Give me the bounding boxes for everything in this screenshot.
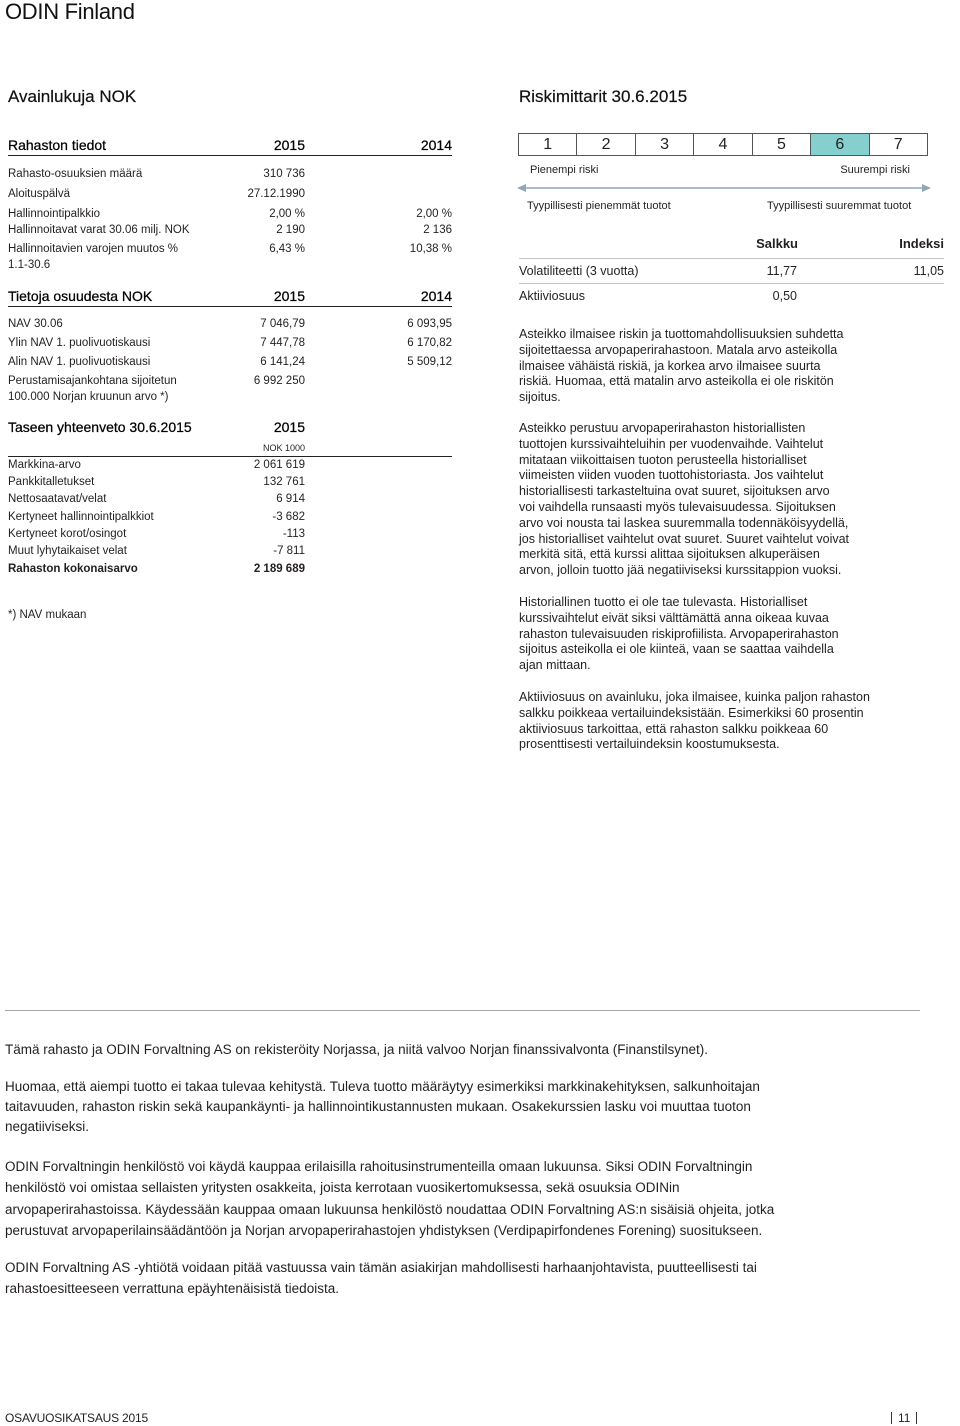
paragraph-line: arvo voi nousta tai laskea suuremmalla todennäköisyydellä, bbox=[519, 515, 849, 530]
value-2015: 6 141,24 bbox=[260, 356, 305, 368]
value-2015: 6 992 250 bbox=[253, 375, 305, 387]
paragraph-line: Asteikko perustuu arvopaperirahaston historiallisten bbox=[519, 421, 806, 435]
higher-return-label: Tyypillisesti suuremmat tuotot bbox=[767, 200, 912, 212]
header-rule bbox=[8, 155, 452, 156]
table-row bbox=[8, 526, 452, 542]
table-row bbox=[8, 543, 452, 559]
row-label: Kertyneet korot/osingot bbox=[8, 528, 127, 540]
disclaimer-line: taitavuuden, rahaston riskin sekä kaupankäynti- ja hallinnointikustannusten mukaan. Osakekurssien lasku voi muuttaa tuoton bbox=[5, 1099, 751, 1114]
value-2015: -3 682 bbox=[272, 511, 305, 523]
row-label: Hallinnoitavien varojen muutos % bbox=[8, 243, 179, 255]
paragraph-line: prosenttisesti vertailuindeksin koostumuksesta. bbox=[519, 737, 780, 752]
column-header-2015: 2015 bbox=[273, 419, 305, 435]
table-rule bbox=[519, 258, 944, 259]
paragraph-line: Asteikko ilmaisee riskin ja tuottomahdollisuuksien suhdetta bbox=[519, 327, 844, 341]
value-2015: -113 bbox=[282, 528, 305, 540]
row-label: Nettosaatavat/velat bbox=[8, 493, 107, 505]
higher-risk-label: Suurempi riski bbox=[840, 164, 910, 176]
table-row bbox=[8, 166, 452, 182]
balance-unit-label: NOK 1000 bbox=[262, 443, 305, 453]
risk-level-5: 5 bbox=[752, 134, 810, 155]
value-2015: 7 447,78 bbox=[260, 337, 305, 349]
column-header-2014: 2014 bbox=[420, 137, 452, 153]
fund-info-header bbox=[8, 136, 452, 154]
table-row bbox=[8, 509, 452, 525]
row-label: Aloituspälvä bbox=[8, 188, 71, 200]
value-2014: 5 509,12 bbox=[407, 356, 452, 368]
paragraph-line: jos historialliset vaihtelut ovat suuret. Suuret vaihtelut voivat bbox=[519, 531, 850, 546]
table-row bbox=[8, 354, 452, 370]
disclaimer-line: rahastoesitteeseen verrattuna epäyhtenäisistä tiedoista. bbox=[5, 1281, 339, 1296]
risk-paragraph bbox=[519, 595, 839, 674]
disclaimer-paragraph bbox=[5, 1257, 757, 1299]
paragraph-line: historiallisesti tarkasteltuina ovat suuret, sijoituksen arvo bbox=[519, 484, 830, 499]
disclaimer-line: ODIN Forvaltning AS -yhtiötä voidaan pitää vastuussa vain tämän asiakirjan mahdollisesti harhaanjohtavista, puutteellisesti tai bbox=[5, 1260, 757, 1275]
row-label: Hallinnointipalkkio bbox=[8, 208, 101, 220]
table-row bbox=[8, 186, 452, 202]
paragraph-line: Aktiiviosuus on avainluku, joka ilmaisee, kuinka paljon rahaston bbox=[519, 690, 870, 704]
page-number: 11 bbox=[898, 1411, 911, 1425]
row-label-line2: 100.000 Norjan kruunun arvo *) bbox=[8, 391, 169, 403]
row-label: Aktiiviosuus bbox=[519, 289, 585, 303]
row-label: Ylin NAV 1. puolivuotiskausi bbox=[8, 337, 151, 349]
risk-paragraph bbox=[519, 421, 849, 579]
paragraph-line: aktiiviosuus tarkoittaa, että rahaston salkku poikkeaa 60 bbox=[519, 721, 829, 736]
value-2015: 2 190 bbox=[276, 224, 305, 236]
risk-level-7: 7 bbox=[869, 134, 927, 155]
footer-publication-name: OSAVUOSIKATSAUS 2015 bbox=[5, 1411, 148, 1425]
table-row bbox=[8, 457, 452, 473]
risk-level-6: 6 bbox=[810, 134, 868, 155]
value-2015: 132 761 bbox=[263, 476, 305, 488]
paragraph-line: rahaston tulevaisuuden riskiprofiilista. Arvopaperirahaston bbox=[519, 626, 839, 641]
page-number-divider bbox=[916, 1412, 917, 1424]
table-rule bbox=[519, 283, 944, 284]
column-header-2015: 2015 bbox=[273, 288, 305, 304]
lower-risk-label: Pienempi riski bbox=[530, 164, 599, 176]
value-2014: 2,00 % bbox=[416, 208, 452, 220]
column-header-2014: 2014 bbox=[420, 288, 452, 304]
paragraph-line: mitataan viikoittaisen tuoton perusteella historialliset bbox=[519, 452, 807, 467]
row-label: Markkina-arvo bbox=[8, 459, 81, 471]
row-label: NAV 30.06 bbox=[8, 318, 63, 330]
section-divider bbox=[5, 1010, 920, 1011]
risk-scale bbox=[518, 133, 928, 156]
paragraph-line: sijoitettaessa arvopaperirahastoon. Matala arvo asteikolla bbox=[519, 342, 838, 357]
risk-level-3: 3 bbox=[635, 134, 693, 155]
table-row bbox=[8, 373, 452, 405]
risk-paragraph bbox=[519, 690, 870, 753]
paragraph-line: arvon, jolloin tuotto jää negatiiviseksi kurssitappion vuoksi. bbox=[519, 563, 842, 578]
row-label: Hallinnoitavat varat 30.06 milj. NOK bbox=[8, 224, 190, 236]
value-2015: 2,00 % bbox=[269, 208, 305, 220]
value-2015: 27.12.1990 bbox=[247, 188, 305, 200]
paragraph-line: voi vaihdella runsaasti myös tulevaisuudessa. Sijoituksen bbox=[519, 499, 836, 514]
header-rule bbox=[8, 306, 452, 307]
unit-info-title: Tietoja osuudesta NOK bbox=[8, 288, 153, 304]
disclaimer-line: henkilöstö voi omistaa sellaisten yritysten osakkeita, joista kerrotaan vuosikertomuksessa, sekä osuuksia ODINin bbox=[5, 1180, 680, 1196]
value-2015: 7 046,79 bbox=[260, 318, 305, 330]
balance-title: Taseen yhteenveto 30.6.2015 bbox=[8, 419, 192, 435]
table-row bbox=[8, 241, 452, 273]
row-label-line2: 1.1-30.6 bbox=[8, 259, 51, 271]
paragraph-line: salkku poikkeaa vertailuindeksistään. Esimerkiksi 60 prosentin bbox=[519, 705, 864, 720]
paragraph-line: ilmaisee vähäistä riskiä, ja korkea arvo ilmaisee suurta bbox=[519, 358, 821, 373]
disclaimer-line: perustuvat arvopaperilainsäädäntöön ja Norjan arvopaperirahastojen yhdistyksen (Verdipapirfondenes Forening) suositukseen. bbox=[5, 1222, 763, 1238]
lower-return-label: Tyypillisesti pienemmät tuotot bbox=[527, 200, 671, 212]
unit-info-header bbox=[8, 287, 452, 305]
key-figures-heading: Avainlukuja NOK bbox=[8, 87, 137, 106]
value-2014: 10,38 % bbox=[409, 243, 452, 255]
disclaimer-line: arvopaperirahastoissa. Käydessään kauppaa omaan lukuunsa henkilöstö noudattaa ODIN Forvaltning AS:n sisäisiä ohjeita, jotka bbox=[5, 1201, 775, 1217]
paragraph-line: tuottojen kurssivaihteluihin per vuodenvaihde. Vaihtelut bbox=[519, 436, 824, 451]
row-label: Pankkitalletukset bbox=[8, 476, 95, 488]
value-2015: -7 811 bbox=[273, 545, 305, 557]
footnote: *) NAV mukaan bbox=[8, 609, 87, 621]
row-label: Perustamisajankohtana sijoitetun bbox=[8, 375, 177, 387]
value-2015: 310 736 bbox=[263, 168, 305, 180]
paragraph-line: viimeisten viiden vuoden tuottohistoriasta. Jos vaihtelut bbox=[519, 468, 824, 483]
disclaimer-line: negatiiviseksi. bbox=[5, 1119, 90, 1134]
risk-level-1: 1 bbox=[543, 136, 553, 153]
row-label: Muut lyhytaikaiset velat bbox=[8, 545, 127, 557]
value-2014: 2 136 bbox=[423, 224, 452, 236]
table-row-total bbox=[8, 561, 452, 577]
row-label: Volatiliteetti (3 vuotta) bbox=[519, 264, 639, 278]
table-row bbox=[8, 316, 452, 332]
index-value: 11,05 bbox=[913, 264, 944, 278]
value-2015: 6,43 % bbox=[269, 243, 305, 255]
table-row bbox=[8, 491, 452, 507]
value-2014: 6 093,95 bbox=[407, 318, 452, 330]
column-header-portfolio: Salkku bbox=[756, 236, 798, 251]
paragraph-line: Historiallinen tuotto ei ole tae tulevasta. Historialliset bbox=[519, 595, 808, 609]
disclaimer-line: Huomaa, että aiempi tuotto ei takaa tulevaa kehitystä. Tuleva tuotto määräytyy esimerkiksi markkinakehityksen, salkunhoitajan bbox=[5, 1079, 760, 1094]
row-label: Rahasto-osuuksien määrä bbox=[8, 168, 143, 180]
portfolio-value: 0,50 bbox=[772, 289, 797, 303]
portfolio-value: 11,77 bbox=[766, 264, 797, 278]
paragraph-line: sijoitus asteikolla ei ole kiinteä, vaan se saattaa vaihdella bbox=[519, 642, 834, 657]
balance-header bbox=[8, 418, 452, 436]
paragraph-line: merkitä sitä, että kurssi alittaa sijoituksen alkuperäisen bbox=[519, 547, 820, 562]
row-label: Rahaston kokonaisarvo bbox=[8, 563, 138, 575]
double-arrow-icon bbox=[517, 182, 931, 194]
arrowhead-left bbox=[517, 184, 526, 192]
arrowhead-right bbox=[922, 184, 931, 192]
value-2015: 6 914 bbox=[276, 493, 305, 505]
table-row bbox=[8, 222, 452, 238]
document-title: ODIN Finland bbox=[5, 0, 135, 24]
row-label: Alin NAV 1. puolivuotiskausi bbox=[8, 356, 151, 368]
table-row bbox=[8, 335, 452, 351]
fund-info-title: Rahaston tiedot bbox=[8, 137, 107, 153]
disclaimer-line: Tämä rahasto ja ODIN Forvaltning AS on rekisteröity Norjassa, ja niitä valvoo Norjan finanssivalvonta (Finanstilsynet). bbox=[5, 1042, 709, 1057]
risk-level-4: 4 bbox=[693, 134, 751, 155]
table-row bbox=[8, 474, 452, 490]
value-2015: 2 189 689 bbox=[253, 563, 305, 575]
disclaimer-line: ODIN Forvaltningin henkilöstö voi käydä kauppaa erilaisilla rahoitusinstrumenteilla omaan lukuunsa. Siksi ODIN Forvaltningin bbox=[5, 1159, 753, 1174]
risk-paragraph bbox=[519, 327, 843, 406]
paragraph-line: ajan mittaan. bbox=[519, 658, 591, 673]
value-2015: 2 061 619 bbox=[253, 459, 305, 471]
disclaimer-paragraph bbox=[5, 1077, 760, 1137]
risk-level-2: 2 bbox=[576, 134, 634, 155]
page-number-group bbox=[891, 1411, 917, 1425]
page-number-divider bbox=[891, 1412, 892, 1424]
disclaimer-paragraph bbox=[5, 1040, 708, 1061]
value-2014: 6 170,82 bbox=[407, 337, 452, 349]
paragraph-line: kurssivaihtelut eivät siksi välttämättä anna oikeaa kuvaa bbox=[519, 610, 829, 625]
paragraph-line: sijoitus. bbox=[519, 390, 561, 405]
paragraph-line: riskiä. Huomaa, että matalin arvo asteikolla ei ole riskitön bbox=[519, 374, 834, 389]
disclaimer-paragraph bbox=[5, 1156, 774, 1241]
column-header-2015: 2015 bbox=[273, 137, 305, 153]
table-row bbox=[8, 206, 452, 222]
column-header-index: Indeksi bbox=[899, 236, 944, 251]
row-label: Kertyneet hallinnointipalkkiot bbox=[8, 511, 154, 523]
risk-heading: Riskimittarit 30.6.2015 bbox=[519, 87, 688, 106]
